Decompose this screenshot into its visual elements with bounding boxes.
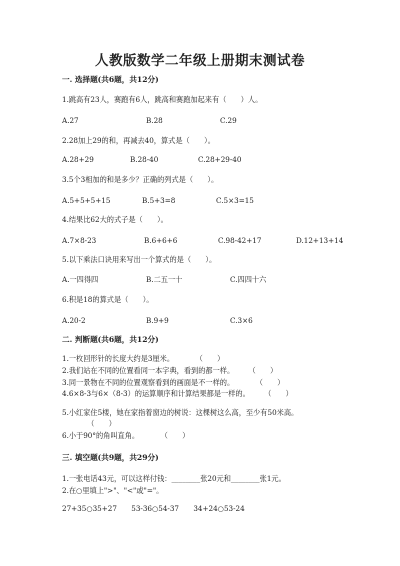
option: A.5+5+5+15 <box>62 196 111 205</box>
judgement-item: 4.6×8-3与6×（8-3）的运算顺序和计算结果都是一样的。 （ ） <box>62 389 293 398</box>
option: C.29 <box>220 116 237 125</box>
option: A.一四得四 <box>62 275 99 284</box>
option: B.9+9 <box>146 316 169 325</box>
question-text: 5.以下乘法口诀用来写出一个算式的是（ ）。 <box>62 255 217 264</box>
option: A.28+29 <box>62 155 94 164</box>
option: B.二五一十 <box>146 275 183 284</box>
question-text: 3.5个3相加的和是多少？正确的列式是（ ）。 <box>62 175 219 184</box>
option: C.5×3=15 <box>216 196 254 205</box>
question-text: 2.28加上29的和，再减去40，算式是（ ）。 <box>62 136 215 145</box>
section-heading-fill-blank: 三. 填空题(共9题，共29分) <box>62 453 159 462</box>
option: A.27 <box>62 116 79 125</box>
option: C.3×6 <box>230 316 253 325</box>
option: C.四四十六 <box>230 275 267 284</box>
judgement-item-continued: （ ） <box>62 419 116 428</box>
option: B.28 <box>146 116 163 125</box>
fill-blank-item: 1.一张电话43元，可以这样付钱：________张20元和________张1元。 <box>62 474 286 483</box>
question-text: 4.结果比62大的式子是（ ）。 <box>62 215 168 224</box>
question-text: 6.积是18的算式是（ ）。 <box>62 295 154 304</box>
option: B.6+6+6 <box>144 236 178 245</box>
section-heading-judgement: 二. 判断题(共6题，共12分) <box>62 335 159 344</box>
fill-blank-item: 2.在○里填上">"、"<"或"="。 <box>62 486 164 495</box>
page-title: 人教版数学二年级上册期末测试卷 <box>95 53 305 69</box>
judgement-item: 1.一枚回形针的长度大约是3厘米。 （ ） <box>62 354 225 363</box>
option: C.98-42+17 <box>218 236 262 245</box>
option: B.28-40 <box>130 155 159 164</box>
fill-blank-expressions: 27+35○35+27 53-36○54-37 34+24○53-24 <box>62 504 245 513</box>
option: A.20-2 <box>62 316 86 325</box>
judgement-item: 5.小红家住5楼，她在家指着窗边的树说：这棵树这么高，至少有50米高。 <box>62 408 299 417</box>
judgement-item: 3.同一景物在不同的位置观察看到的画面是不一样的。 （ ） <box>62 378 285 387</box>
judgement-item: 2.我们站在不同的位置看同一本字典，看到的都一样。 （ ） <box>62 366 278 375</box>
judgement-item: 6.小于90°的角叫直角。 （ ） <box>62 431 190 440</box>
section-heading-choice: 一. 选择题(共6题，共12分) <box>62 75 159 84</box>
option: D.12+13+14 <box>296 236 344 245</box>
option: C.28+29-40 <box>198 155 242 164</box>
option: A.7×8-23 <box>62 236 97 245</box>
option: B.5+3=8 <box>142 196 176 205</box>
question-text: 1.跳高有23人，赛跑有6人，跳高和赛跑加起来有（ ）人。 <box>62 95 263 104</box>
